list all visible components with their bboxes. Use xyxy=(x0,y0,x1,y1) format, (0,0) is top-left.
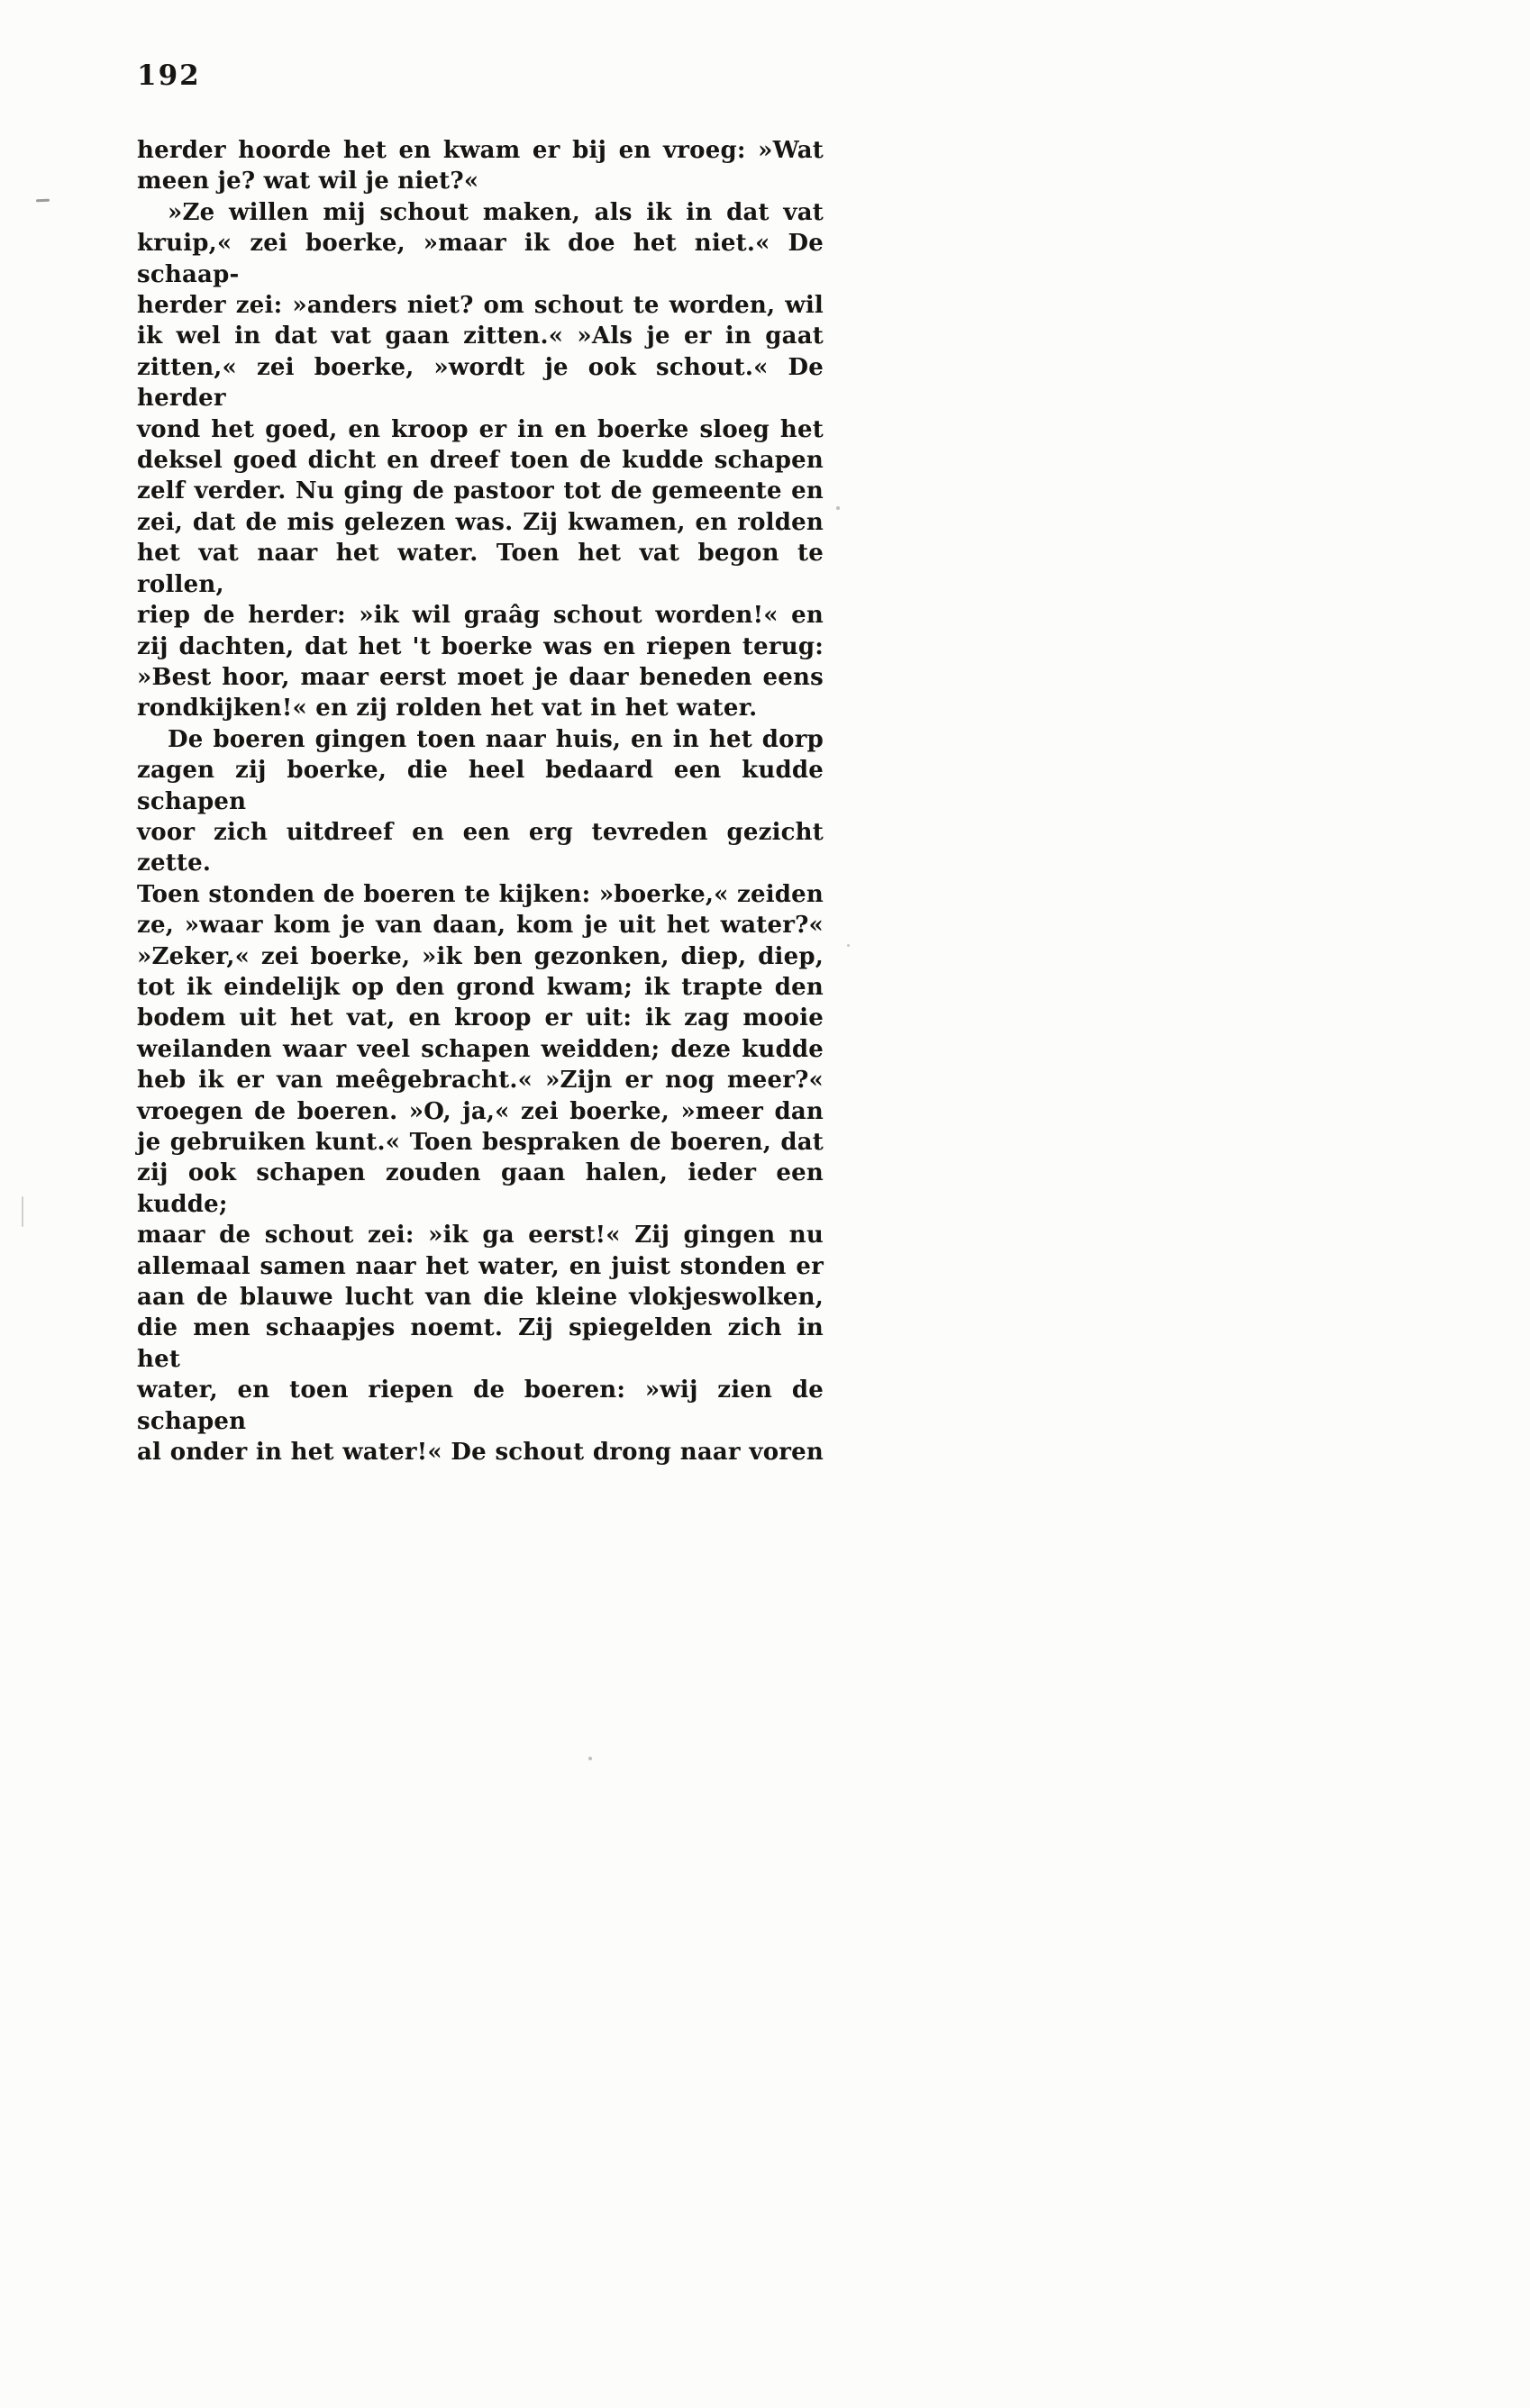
paragraph xyxy=(137,724,824,1468)
text-line: vond het goed, en kroop er in en boerke sloeg het xyxy=(137,415,824,443)
text-line: vroegen de boeren. »O, ja,« zei boerke, »meer dan xyxy=(137,1097,824,1125)
text-line: je gebruiken kunt.« Toen bespraken de boeren, dat xyxy=(137,1129,824,1156)
scan-scratch xyxy=(22,1196,23,1227)
text-line: De boeren gingen toen naar huis, en in het dorp xyxy=(168,725,824,753)
text-line: allemaal samen naar het water, en juist stonden er xyxy=(137,1252,824,1280)
text-line: voor zich uitdreef en een erg tevreden gezicht zette. xyxy=(137,818,824,877)
text-line: zagen zij boerke, die heel bedaard een kudde schapen xyxy=(137,757,824,815)
text-line: water, en toen riepen de boeren: »wij zien de schapen xyxy=(137,1377,824,1435)
paragraph xyxy=(137,135,824,197)
text-line: maar de schout zei: »ik ga eerst!« Zij gingen nu xyxy=(137,1222,824,1249)
margin-mark xyxy=(36,199,50,203)
text-line: die men schaapjes noemt. Zij spiegelden zich in het xyxy=(137,1314,824,1373)
text-block xyxy=(137,135,824,1468)
text-line: zelf verder. Nu ging de pastoor tot de gemeente en xyxy=(137,477,824,505)
text-line: riep de herder: »ik wil graâg schout worden!« en xyxy=(137,602,824,630)
text-line: zij dachten, dat het 't boerke was en riepen terug: xyxy=(137,632,824,660)
text-line: »Zeker,« zei boerke, »ik ben gezonken, diep, diep, xyxy=(137,942,824,970)
text-line: het vat naar het water. Toen het vat begon te rollen, xyxy=(137,540,824,598)
text-line: zitten,« zei boerke, »wordt je ook schout.« De herder xyxy=(137,353,824,413)
text-line: tot ik eindelijk op den grond kwam; ik trapte den xyxy=(137,973,824,1001)
text-line: deksel goed dicht en dreef toen de kudde schapen xyxy=(137,447,824,475)
text-line: rondkijken!« en zij rolden het vat in het water. xyxy=(137,695,758,722)
paragraph xyxy=(137,197,824,724)
text-line: zij ook schapen zouden gaan halen, ieder een kudde; xyxy=(137,1159,824,1218)
scan-speck xyxy=(847,944,850,947)
text-line: Toen stonden de boeren te kijken: »boerke,« zeiden xyxy=(137,880,824,908)
text-line: heb ik er van meêgebracht.« »Zijn er nog meer?« xyxy=(137,1067,824,1095)
text-line: aan de blauwe lucht van die kleine vlokjeswolken, xyxy=(137,1284,824,1312)
text-line: zei, dat de mis gelezen was. Zij kwamen, en rolden xyxy=(137,508,824,536)
page-number: 192 xyxy=(137,59,201,92)
text-line: kruip,« zei boerke, »maar ik doe het niet.« De schaap- xyxy=(137,230,824,288)
text-line: herder hoorde het en kwam er bij en vroeg: »Wat xyxy=(137,137,824,164)
text-line: weilanden waar veel schapen weidden; deze kudde xyxy=(137,1035,824,1063)
text-line: meen je? wat wil je niet?« xyxy=(137,168,479,195)
text-line: ik wel in dat vat gaan zitten.« »Als je er in gaat xyxy=(137,323,824,350)
text-line: ze, »waar kom je van daan, kom je uit het water?« xyxy=(137,912,824,940)
scan-speck xyxy=(588,1757,592,1760)
text-line: »Best hoor, maar eerst moet je daar beneden eens xyxy=(137,663,824,691)
text-line: herder zei: »anders niet? om schout te worden, wil xyxy=(137,292,824,320)
scan-speck xyxy=(836,506,840,510)
text-line: al onder in het water!« De schout drong naar voren xyxy=(137,1439,824,1467)
text-line: »Ze willen mij schout maken, als ik in dat vat xyxy=(168,198,824,226)
text-line: bodem uit het vat, en kroop er uit: ik zag mooie xyxy=(137,1004,824,1032)
